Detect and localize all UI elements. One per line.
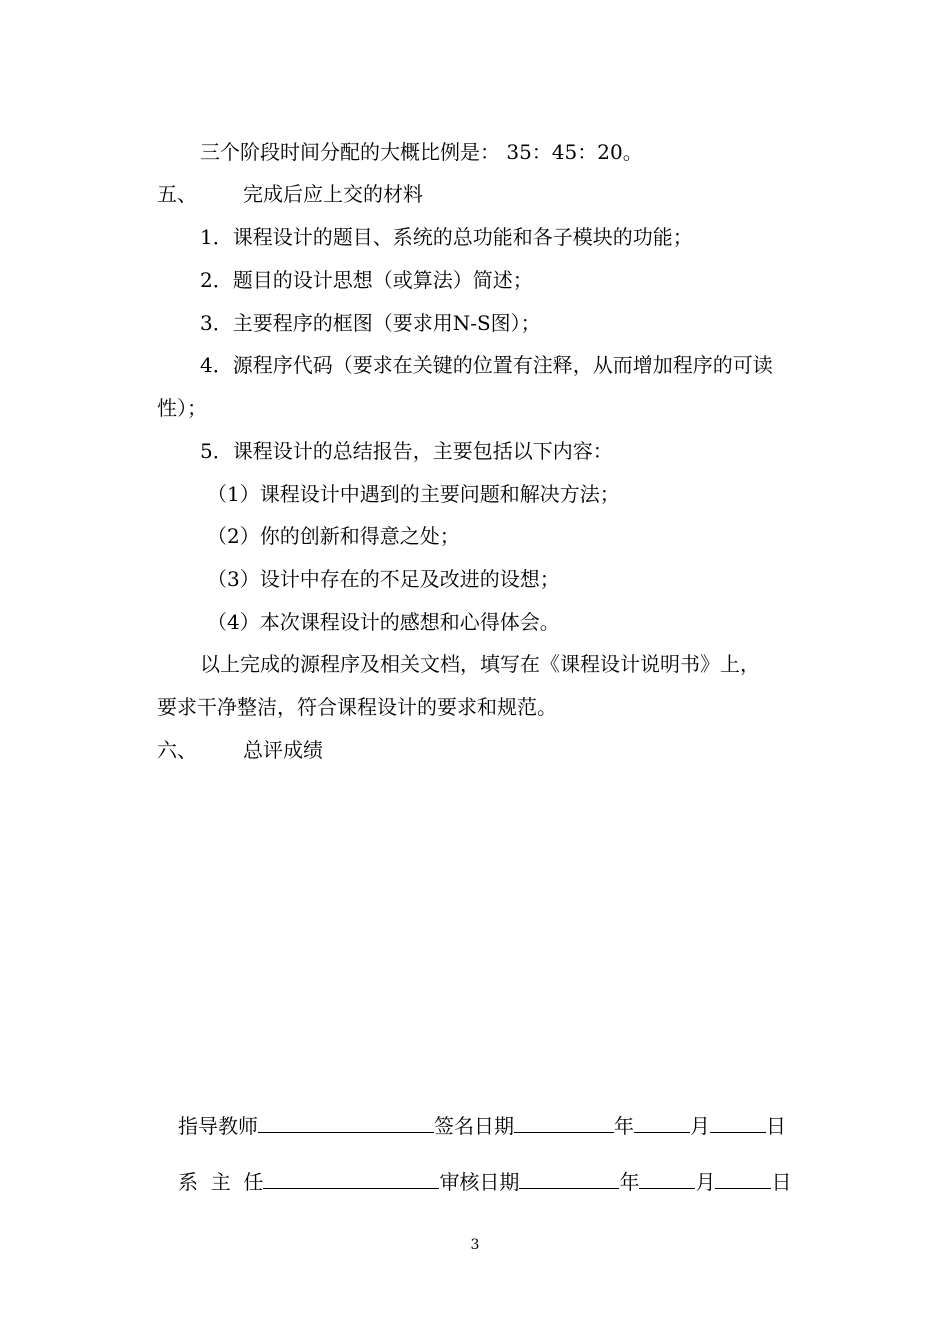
- page-number: 3: [470, 1237, 480, 1253]
- section-5-title: 完成后应上交的材料: [243, 182, 423, 206]
- sub-item: （2）你的创新和得意之处；: [207, 524, 460, 548]
- department-head-signature-field[interactable]: [263, 1166, 439, 1189]
- day-label: 日: [766, 1114, 786, 1138]
- sign-date-label: 签名日期: [434, 1114, 514, 1138]
- review-day-field[interactable]: [715, 1166, 771, 1189]
- list-item: 4．源程序代码（要求在关键的位置有注释，从而增加程序的可读: [200, 353, 773, 377]
- closing-paragraph-line-2: 要求干净整洁，符合课程设计的要求和规范。: [157, 695, 557, 719]
- sub-item: （4）本次课程设计的感想和心得体会。: [207, 610, 560, 634]
- sub-item: （1）课程设计中遇到的主要问题和解决方法；: [207, 482, 620, 506]
- list-item: 5．课程设计的总结报告，主要包括以下内容：: [200, 439, 613, 463]
- sub-item: （3）设计中存在的不足及改进的设想；: [207, 567, 560, 591]
- list-item: 1．课程设计的题目、系统的总功能和各子模块的功能；: [200, 225, 693, 249]
- list-item: 2．题目的设计思想（或算法）简述；: [200, 268, 533, 292]
- signature-row-advisor: [178, 1110, 786, 1140]
- month-label: 月: [690, 1114, 710, 1138]
- review-month-field[interactable]: [639, 1166, 695, 1189]
- list-item: 3．主要程序的框图（要求用N-S图）；: [200, 311, 541, 335]
- signature-row-department-head: [178, 1166, 791, 1196]
- month-label: 月: [695, 1170, 716, 1194]
- sign-year-field[interactable]: [514, 1110, 614, 1133]
- year-label: 年: [619, 1170, 640, 1194]
- department-head-label: 系 主 任: [178, 1170, 264, 1194]
- section-5-number: 五、: [157, 182, 197, 206]
- ratio-line: 三个阶段时间分配的大概比例是： 35：45：20。: [200, 140, 643, 164]
- sign-month-field[interactable]: [634, 1110, 690, 1133]
- day-label: 日: [771, 1170, 792, 1194]
- closing-paragraph-line-1: 以上完成的源程序及相关文档，填写在《课程设计说明书》上，: [200, 652, 760, 676]
- section-6-number: 六、: [157, 738, 197, 762]
- sign-day-field[interactable]: [710, 1110, 766, 1133]
- review-date-label: 审核日期: [439, 1170, 520, 1194]
- year-label: 年: [614, 1114, 634, 1138]
- section-6-title: 总评成绩: [243, 738, 323, 762]
- advisor-label: 指导教师: [178, 1114, 258, 1138]
- advisor-signature-field[interactable]: [258, 1110, 434, 1133]
- list-item-continuation: 性）；: [157, 396, 207, 420]
- review-year-field[interactable]: [519, 1166, 619, 1189]
